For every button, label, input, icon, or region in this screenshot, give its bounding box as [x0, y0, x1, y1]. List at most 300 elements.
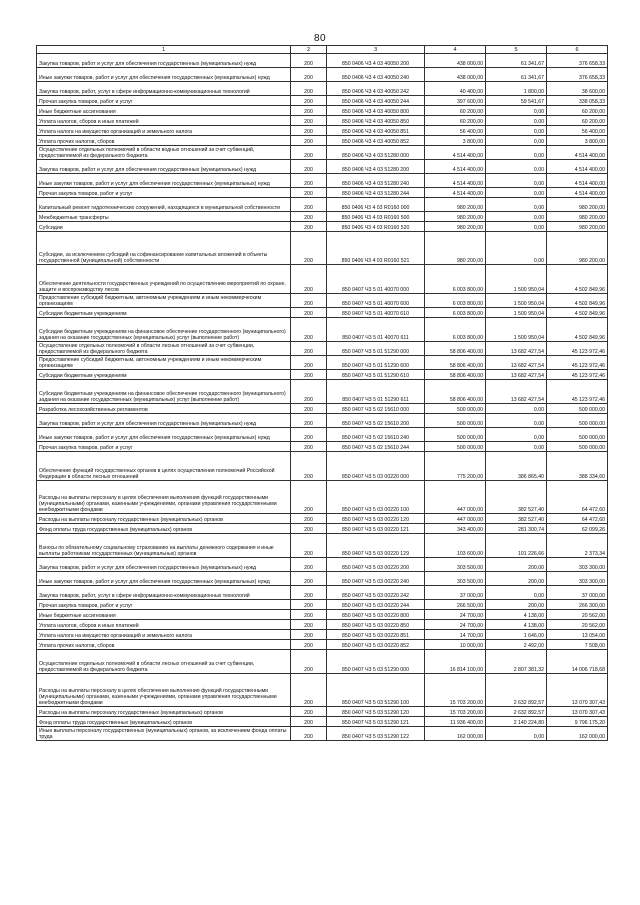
table-row: [37, 222, 608, 232]
table-row: [37, 674, 608, 707]
line-code-cell: 200: [291, 198, 327, 212]
unexecuted-amount-cell: 13 054,00: [547, 630, 608, 640]
expense-name-cell: Уплата прочих налогов, сборов: [37, 640, 291, 650]
approved-amount-cell: 6 003 800,00: [425, 265, 486, 294]
table-row: [37, 586, 608, 600]
unexecuted-amount-cell: 980 200,00: [547, 222, 608, 232]
unexecuted-amount-cell: 500 000,00: [547, 414, 608, 428]
line-code-cell: 200: [291, 558, 327, 572]
table-row: [37, 198, 608, 212]
executed-amount-cell: 13 682 427,54: [486, 342, 547, 356]
line-code-cell: 200: [291, 232, 327, 265]
executed-amount-cell: 0,00: [486, 116, 547, 126]
expense-name-cell: Иные закупки товаров, работ и услуг для обеспечения государственных (муниципальных) нужд: [37, 68, 291, 82]
table-row: [37, 96, 608, 106]
approved-amount-cell: 343 400,00: [425, 524, 486, 534]
line-code-cell: 200: [291, 116, 327, 126]
executed-amount-cell: 386 865,40: [486, 452, 547, 481]
unexecuted-amount-cell: 266 300,00: [547, 600, 608, 610]
approved-amount-cell: 438 000,00: [425, 68, 486, 82]
table-row: [37, 442, 608, 452]
budget-classification-code-cell: 850 0407 Ч3 5 01 40070 000: [327, 265, 425, 294]
executed-amount-cell: 200,00: [486, 600, 547, 610]
line-code-cell: 200: [291, 136, 327, 146]
expense-name-cell: Межбюджетные трансферты: [37, 212, 291, 222]
executed-amount-cell: 4 138,00: [486, 610, 547, 620]
budget-classification-code-cell: 850 0407 Ч3 5 03 51290 120: [327, 707, 425, 717]
unexecuted-amount-cell: 45 123 972,46: [547, 370, 608, 380]
line-code-cell: 200: [291, 265, 327, 294]
expense-name-cell: Закупка товаров, работ и услуг для обеспечения государственных (муниципальных) нужд: [37, 160, 291, 174]
page-number: 80: [313, 33, 327, 44]
unexecuted-amount-cell: 500 000,00: [547, 404, 608, 414]
budget-classification-code-cell: 850 0407 Ч3 5 03 00220 120: [327, 514, 425, 524]
expense-name-cell: Осуществление отдельных полномочий в области водных отношений за счет субвенций, предоставляемой из федерального бюджета: [37, 146, 291, 160]
unexecuted-amount-cell: 980 200,00: [547, 212, 608, 222]
expense-name-cell: Взносы по обязательному социальному страхованию на выплаты денежного содержания и иные выплаты работникам государственных (муниципальных) органов: [37, 534, 291, 558]
line-code-cell: 200: [291, 160, 327, 174]
unexecuted-amount-cell: 376 658,33: [547, 54, 608, 68]
expense-name-cell: Расходы на выплаты персоналу в целях обеспечения выполнения функций государственными (муниципальными) органами, казенными учреждениями, органами управления государственными внебюджетными фондами: [37, 481, 291, 514]
approved-amount-cell: 4 514 400,00: [425, 174, 486, 188]
budget-classification-code-cell: 850 0407 Ч3 5 01 51290 610: [327, 370, 425, 380]
line-code-cell: 200: [291, 674, 327, 707]
unexecuted-amount-cell: 500 000,00: [547, 442, 608, 452]
approved-amount-cell: 14 700,00: [425, 630, 486, 640]
approved-amount-cell: 397 600,00: [425, 96, 486, 106]
expense-name-cell: Уплата налога на имущество организаций и земельного налога: [37, 126, 291, 136]
approved-amount-cell: 500 000,00: [425, 428, 486, 442]
unexecuted-amount-cell: 64 472,60: [547, 514, 608, 524]
budget-classification-code-cell: 850 0407 Ч3 5 03 51290 000: [327, 650, 425, 674]
line-code-cell: 200: [291, 428, 327, 442]
expense-name-cell: Иные выплаты персоналу государственных (муниципальных) органов, за исключением фонда оплаты труда: [37, 727, 291, 741]
line-code-cell: 200: [291, 106, 327, 116]
executed-amount-cell: 101 226,66: [486, 534, 547, 558]
table-row: [37, 160, 608, 174]
executed-amount-cell: 2 140 224,80: [486, 717, 547, 727]
unexecuted-amount-cell: 4 514 400,00: [547, 160, 608, 174]
expense-name-cell: Иные бюджетные ассигнования: [37, 106, 291, 116]
budget-classification-code-cell: 850 0406 Ч3 4 03 40050 851: [327, 126, 425, 136]
approved-amount-cell: 4 514 400,00: [425, 146, 486, 160]
approved-amount-cell: 303 500,00: [425, 558, 486, 572]
executed-amount-cell: 1 500 950,04: [486, 318, 547, 342]
budget-classification-code-cell: 850 0407 Ч3 5 01 40070 611: [327, 318, 425, 342]
table-row: [37, 265, 608, 294]
table-row: [37, 68, 608, 82]
unexecuted-amount-cell: 64 472,60: [547, 481, 608, 514]
approved-amount-cell: 60 200,00: [425, 106, 486, 116]
executed-amount-cell: 59 541,67: [486, 96, 547, 106]
table-row: [37, 630, 608, 640]
budget-classification-code-cell: 850 0407 Ч3 5 01 51290 000: [327, 342, 425, 356]
expense-name-cell: Закупка товаров, работ и услуг для обеспечения государственных (муниципальных) нужд: [37, 558, 291, 572]
approved-amount-cell: 58 806 400,00: [425, 342, 486, 356]
unexecuted-amount-cell: 4 502 849,96: [547, 265, 608, 294]
table-row: [37, 717, 608, 727]
approved-amount-cell: 4 514 400,00: [425, 188, 486, 198]
expense-name-cell: Субсидии бюджетным учреждениям на финансовое обеспечение государственного (муниципального) задания на оказание государственных (муниципальных) услуг (выполнение работ): [37, 380, 291, 404]
table-row: [37, 428, 608, 442]
unexecuted-amount-cell: 60 200,00: [547, 106, 608, 116]
approved-amount-cell: 303 500,00: [425, 572, 486, 586]
budget-classification-code-cell: 850 0406 Ч3 4 03 R0160 521: [327, 232, 425, 265]
expense-name-cell: Закупка товаров, работ, услуг в сфере информационно-коммуникационных технологий: [37, 586, 291, 600]
table-row: [37, 188, 608, 198]
approved-amount-cell: 980 200,00: [425, 198, 486, 212]
executed-amount-cell: 0,00: [486, 404, 547, 414]
unexecuted-amount-cell: 38 600,00: [547, 82, 608, 96]
line-code-cell: 200: [291, 717, 327, 727]
budget-classification-code-cell: 850 0406 Ч3 4 03 40050 244: [327, 96, 425, 106]
approved-amount-cell: 3 800,00: [425, 136, 486, 146]
expense-name-cell: Фонд оплаты труда государственных (муниципальных) органов: [37, 717, 291, 727]
approved-amount-cell: 6 003 800,00: [425, 294, 486, 308]
approved-amount-cell: 775 200,00: [425, 452, 486, 481]
budget-classification-code-cell: 850 0407 Ч3 5 03 51290 100: [327, 674, 425, 707]
unexecuted-amount-cell: 20 562,00: [547, 610, 608, 620]
table-row: [37, 54, 608, 68]
unexecuted-amount-cell: 4 502 849,96: [547, 318, 608, 342]
unexecuted-amount-cell: 4 514 400,00: [547, 174, 608, 188]
budget-classification-code-cell: 850 0406 Ч3 4 03 51280 240: [327, 174, 425, 188]
approved-amount-cell: 58 806 400,00: [425, 380, 486, 404]
unexecuted-amount-cell: 2 373,34: [547, 534, 608, 558]
budget-classification-code-cell: 850 0406 Ч3 4 03 51280 244: [327, 188, 425, 198]
line-code-cell: 200: [291, 727, 327, 741]
budget-classification-code-cell: 850 0406 Ч3 4 03 40050 242: [327, 82, 425, 96]
executed-amount-cell: 13 682 427,54: [486, 356, 547, 370]
unexecuted-amount-cell: 162 000,00: [547, 727, 608, 741]
expense-name-cell: Уплата налога на имущество организаций и земельного налога: [37, 630, 291, 640]
expense-name-cell: Иные бюджетные ассигнования: [37, 610, 291, 620]
table-row: [37, 727, 608, 741]
line-code-cell: 200: [291, 82, 327, 96]
line-code-cell: 200: [291, 68, 327, 82]
table-row: [37, 481, 608, 514]
unexecuted-amount-cell: 500 000,00: [547, 428, 608, 442]
expense-name-cell: Субсидии бюджетным учреждениям на финансовое обеспечение государственного (муниципального) задания на оказание государственных (муниципальных) услуг (выполнение работ): [37, 318, 291, 342]
expense-name-cell: Прочая закупка товаров, работ и услуг: [37, 96, 291, 106]
budget-classification-code-cell: 850 0407 Ч3 5 02 15610 240: [327, 428, 425, 442]
table-row: [37, 116, 608, 126]
approved-amount-cell: 60 200,00: [425, 116, 486, 126]
line-code-cell: 200: [291, 212, 327, 222]
approved-amount-cell: 15 703 200,00: [425, 674, 486, 707]
executed-amount-cell: 0,00: [486, 428, 547, 442]
unexecuted-amount-cell: 303 300,00: [547, 558, 608, 572]
expense-name-cell: Фонд оплаты труда государственных (муниципальных) органов: [37, 524, 291, 534]
unexecuted-amount-cell: 7 508,00: [547, 640, 608, 650]
line-code-cell: 200: [291, 414, 327, 428]
expense-name-cell: Уплата прочих налогов, сборов: [37, 136, 291, 146]
expense-name-cell: Осуществление отдельных полномочий в области лесных отношений за счет субвенции, предоставляемой из федерального бюджета: [37, 650, 291, 674]
budget-classification-code-cell: 850 0407 Ч3 5 03 00220 200: [327, 558, 425, 572]
line-code-cell: 200: [291, 380, 327, 404]
unexecuted-amount-cell: 45 123 972,46: [547, 380, 608, 404]
line-code-cell: 200: [291, 442, 327, 452]
expense-name-cell: Уплата налогов, сборов и иных платежей: [37, 116, 291, 126]
table-row: [37, 600, 608, 610]
approved-amount-cell: 162 000,00: [425, 727, 486, 741]
unexecuted-amount-cell: 980 200,00: [547, 232, 608, 265]
executed-amount-cell: 0,00: [486, 188, 547, 198]
unexecuted-amount-cell: 303 300,00: [547, 572, 608, 586]
executed-amount-cell: 2 632 892,57: [486, 707, 547, 717]
executed-amount-cell: 382 527,40: [486, 481, 547, 514]
executed-amount-cell: 0,00: [486, 222, 547, 232]
line-code-cell: 200: [291, 318, 327, 342]
executed-amount-cell: 200,00: [486, 558, 547, 572]
approved-amount-cell: 6 003 800,00: [425, 308, 486, 318]
expense-name-cell: Осуществление отдельных полномочий в области лесных отношений за счет субвенции, предоставляемой из федерального бюджета: [37, 342, 291, 356]
approved-amount-cell: 24 700,00: [425, 620, 486, 630]
line-code-cell: 200: [291, 572, 327, 586]
executed-amount-cell: 200,00: [486, 572, 547, 586]
line-code-cell: 200: [291, 630, 327, 640]
line-code-cell: 200: [291, 146, 327, 160]
executed-amount-cell: 0,00: [486, 160, 547, 174]
expense-name-cell: Обеспечение функций государственных органов в целях осуществления полномочий Российской Федерации в области лесных отношений: [37, 452, 291, 481]
expense-name-cell: Субсидии, за исключением субсидий на софинансирование капитальных вложений в объекты государственной (муниципальной) собственности: [37, 232, 291, 265]
approved-amount-cell: 4 514 400,00: [425, 160, 486, 174]
budget-classification-code-cell: 850 0406 Ч3 4 03 51280 200: [327, 160, 425, 174]
table-row: [37, 558, 608, 572]
line-code-cell: 200: [291, 96, 327, 106]
budget-classification-code-cell: 850 0407 Ч3 5 03 51290 121: [327, 717, 425, 727]
executed-amount-cell: 2 632 892,57: [486, 674, 547, 707]
approved-amount-cell: 58 806 400,00: [425, 356, 486, 370]
budget-classification-code-cell: 850 0407 Ч3 5 01 51290 611: [327, 380, 425, 404]
table-row: [37, 106, 608, 116]
table-row: [37, 514, 608, 524]
executed-amount-cell: 1 646,00: [486, 630, 547, 640]
executed-amount-cell: 0,00: [486, 442, 547, 452]
table-row: [37, 294, 608, 308]
executed-amount-cell: 0,00: [486, 198, 547, 212]
executed-amount-cell: 2 492,00: [486, 640, 547, 650]
expense-name-cell: Капитальный ремонт гидротехнических сооружений, находящихся в муниципальной собственности: [37, 198, 291, 212]
table-row: [37, 318, 608, 342]
budget-execution-table: [36, 45, 608, 741]
header-cell: 4: [425, 46, 486, 54]
executed-amount-cell: 0,00: [486, 232, 547, 265]
line-code-cell: 200: [291, 600, 327, 610]
line-code-cell: 200: [291, 610, 327, 620]
expense-name-cell: Предоставление субсидий бюджетным, автономным учреждениям и иным некоммерческим организациям: [37, 294, 291, 308]
table-row: [37, 414, 608, 428]
line-code-cell: 200: [291, 707, 327, 717]
header-cell: 3: [327, 46, 425, 54]
executed-amount-cell: 382 527,40: [486, 514, 547, 524]
approved-amount-cell: 6 003 800,00: [425, 318, 486, 342]
expense-name-cell: Прочая закупка товаров, работ и услуг: [37, 442, 291, 452]
expense-name-cell: Закупка товаров, работ и услуг для обеспечения государственных (муниципальных) нужд: [37, 414, 291, 428]
approved-amount-cell: 980 200,00: [425, 212, 486, 222]
line-code-cell: 200: [291, 222, 327, 232]
table-row: [37, 232, 608, 265]
approved-amount-cell: 500 000,00: [425, 404, 486, 414]
table-row: [37, 650, 608, 674]
expense-name-cell: Обеспечение деятельности государственных учреждений по осуществлению мероприятий по охране, защите и воспроизводству лесов: [37, 265, 291, 294]
unexecuted-amount-cell: 45 123 972,46: [547, 342, 608, 356]
approved-amount-cell: 500 000,00: [425, 442, 486, 452]
expense-name-cell: Иные закупки товаров, работ и услуг для обеспечения государственных (муниципальных) нужд: [37, 428, 291, 442]
approved-amount-cell: 980 200,00: [425, 232, 486, 265]
approved-amount-cell: 500 000,00: [425, 414, 486, 428]
executed-amount-cell: 0,00: [486, 174, 547, 188]
table-row: [37, 620, 608, 630]
budget-classification-code-cell: 850 0406 Ч3 4 03 40050 240: [327, 68, 425, 82]
budget-classification-code-cell: 850 0407 Ч3 5 01 51290 600: [327, 356, 425, 370]
budget-classification-code-cell: 850 0407 Ч3 5 01 40070 600: [327, 294, 425, 308]
line-code-cell: 200: [291, 640, 327, 650]
unexecuted-amount-cell: 14 006 718,68: [547, 650, 608, 674]
approved-amount-cell: 10 000,00: [425, 640, 486, 650]
expense-name-cell: Закупка товаров, работ, услуг в сфере информационно-коммуникационных технологий: [37, 82, 291, 96]
budget-classification-code-cell: 850 0407 Ч3 5 03 00220 100: [327, 481, 425, 514]
table-row: [37, 136, 608, 146]
table-row: [37, 82, 608, 96]
budget-classification-code-cell: 850 0407 Ч3 5 03 51290 122: [327, 727, 425, 741]
executed-amount-cell: 0,00: [486, 126, 547, 136]
table-row: [37, 534, 608, 558]
table-row: [37, 308, 608, 318]
expense-name-cell: Уплата налогов, сборов и иных платежей: [37, 620, 291, 630]
unexecuted-amount-cell: 980 200,00: [547, 198, 608, 212]
expense-name-cell: Субсидии бюджетным учреждениям: [37, 370, 291, 380]
unexecuted-amount-cell: 388 334,60: [547, 452, 608, 481]
table-row: [37, 404, 608, 414]
expense-name-cell: Расходы на выплаты персоналу в целях обеспечения выполнения функций государственными (муниципальными) органами, казенными учреждениями, органами управления государственными внебюджетными фондами: [37, 674, 291, 707]
unexecuted-amount-cell: 4 514 400,00: [547, 188, 608, 198]
table-body: [37, 54, 608, 741]
budget-classification-code-cell: 850 0406 Ч3 4 03 51280 000: [327, 146, 425, 160]
line-code-cell: 200: [291, 54, 327, 68]
table-row: [37, 126, 608, 136]
line-code-cell: 200: [291, 370, 327, 380]
budget-classification-code-cell: 850 0407 Ч3 5 02 15610 200: [327, 414, 425, 428]
executed-amount-cell: 61 341,67: [486, 54, 547, 68]
budget-classification-code-cell: 850 0407 Ч3 5 03 00220 850: [327, 620, 425, 630]
unexecuted-amount-cell: 13 070 307,43: [547, 707, 608, 717]
approved-amount-cell: 37 000,00: [425, 586, 486, 600]
executed-amount-cell: 1 500 950,04: [486, 294, 547, 308]
expense-name-cell: Субсидии бюджетным учреждениям: [37, 308, 291, 318]
approved-amount-cell: 980 200,00: [425, 222, 486, 232]
budget-classification-code-cell: 850 0407 Ч3 5 03 00220 121: [327, 524, 425, 534]
line-code-cell: 200: [291, 481, 327, 514]
budget-classification-code-cell: 850 0407 Ч3 5 01 40070 610: [327, 308, 425, 318]
line-code-cell: 200: [291, 174, 327, 188]
budget-classification-code-cell: 850 0406 Ч3 4 03 R0160 500: [327, 212, 425, 222]
line-code-cell: 200: [291, 524, 327, 534]
expense-name-cell: Прочая закупка товаров, работ и услуг: [37, 188, 291, 198]
table-row: [37, 452, 608, 481]
line-code-cell: 200: [291, 188, 327, 198]
table-row: [37, 212, 608, 222]
budget-classification-code-cell: 850 0407 Ч3 5 03 00220 244: [327, 600, 425, 610]
expense-name-cell: Закупка товаров, работ и услуг для обеспечения государственных (муниципальных) нужд: [37, 54, 291, 68]
approved-amount-cell: 15 703 200,00: [425, 707, 486, 717]
line-code-cell: 200: [291, 586, 327, 600]
budget-classification-code-cell: 850 0406 Ч3 4 03 40050 850: [327, 116, 425, 126]
executed-amount-cell: 13 682 427,54: [486, 370, 547, 380]
line-code-cell: 200: [291, 452, 327, 481]
unexecuted-amount-cell: 45 123 972,46: [547, 356, 608, 370]
budget-classification-code-cell: 850 0406 Ч3 4 03 R0160 520: [327, 222, 425, 232]
unexecuted-amount-cell: 4 502 849,96: [547, 308, 608, 318]
line-code-cell: 200: [291, 342, 327, 356]
unexecuted-amount-cell: 4 514 400,00: [547, 146, 608, 160]
line-code-cell: 200: [291, 534, 327, 558]
executed-amount-cell: 1 500 950,04: [486, 265, 547, 294]
table-row: [37, 174, 608, 188]
table-row: [37, 370, 608, 380]
approved-amount-cell: 266 500,00: [425, 600, 486, 610]
unexecuted-amount-cell: 13 070 307,43: [547, 674, 608, 707]
table-row: [37, 707, 608, 717]
approved-amount-cell: 56 400,00: [425, 126, 486, 136]
executed-amount-cell: 0,00: [486, 106, 547, 116]
approved-amount-cell: 24 700,00: [425, 610, 486, 620]
budget-classification-code-cell: 850 0406 Ч3 4 03 40050 200: [327, 54, 425, 68]
header-cell: 5: [486, 46, 547, 54]
table-row: [37, 524, 608, 534]
approved-amount-cell: 447 000,00: [425, 481, 486, 514]
budget-classification-code-cell: 850 0406 Ч3 4 03 40050 800: [327, 106, 425, 116]
executed-amount-cell: 0,00: [486, 136, 547, 146]
line-code-cell: 200: [291, 356, 327, 370]
executed-amount-cell: 2 807 381,32: [486, 650, 547, 674]
expense-name-cell: Предоставление субсидий бюджетным, автономным учреждениям и иным некоммерческим организациям: [37, 356, 291, 370]
budget-classification-code-cell: 850 0407 Ч3 5 03 00220 852: [327, 640, 425, 650]
budget-classification-code-cell: 850 0407 Ч3 5 03 00220 000: [327, 452, 425, 481]
line-code-cell: 200: [291, 404, 327, 414]
unexecuted-amount-cell: 9 796 175,20: [547, 717, 608, 727]
executed-amount-cell: 1 500 950,04: [486, 308, 547, 318]
executed-amount-cell: 1 800,00: [486, 82, 547, 96]
table-row: [37, 640, 608, 650]
unexecuted-amount-cell: 4 502 849,96: [547, 294, 608, 308]
unexecuted-amount-cell: 62 099,26: [547, 524, 608, 534]
budget-classification-code-cell: 850 0407 Ч3 5 03 00220 851: [327, 630, 425, 640]
executed-amount-cell: 0,00: [486, 146, 547, 160]
table-row: [37, 380, 608, 404]
budget-classification-code-cell: 850 0407 Ч3 5 03 00220 129: [327, 534, 425, 558]
expense-name-cell: Разработка лесохозяйственных регламентов: [37, 404, 291, 414]
unexecuted-amount-cell: 20 562,00: [547, 620, 608, 630]
executed-amount-cell: 281 300,74: [486, 524, 547, 534]
approved-amount-cell: 447 000,00: [425, 514, 486, 524]
executed-amount-cell: 0,00: [486, 727, 547, 741]
expense-name-cell: Прочая закупка товаров, работ и услуг: [37, 600, 291, 610]
approved-amount-cell: 438 000,00: [425, 54, 486, 68]
executed-amount-cell: 4 138,00: [486, 620, 547, 630]
budget-classification-code-cell: 850 0407 Ч3 5 03 00220 800: [327, 610, 425, 620]
line-code-cell: 200: [291, 308, 327, 318]
unexecuted-amount-cell: 56 400,00: [547, 126, 608, 136]
approved-amount-cell: 58 806 400,00: [425, 370, 486, 380]
expense-name-cell: Иные закупки товаров, работ и услуг для обеспечения государственных (муниципальных) нужд: [37, 572, 291, 586]
unexecuted-amount-cell: 376 658,33: [547, 68, 608, 82]
header-cell: 6: [547, 46, 608, 54]
executed-amount-cell: 61 341,67: [486, 68, 547, 82]
unexecuted-amount-cell: 3 800,00: [547, 136, 608, 146]
approved-amount-cell: 103 600,00: [425, 534, 486, 558]
approved-amount-cell: 40 400,00: [425, 82, 486, 96]
